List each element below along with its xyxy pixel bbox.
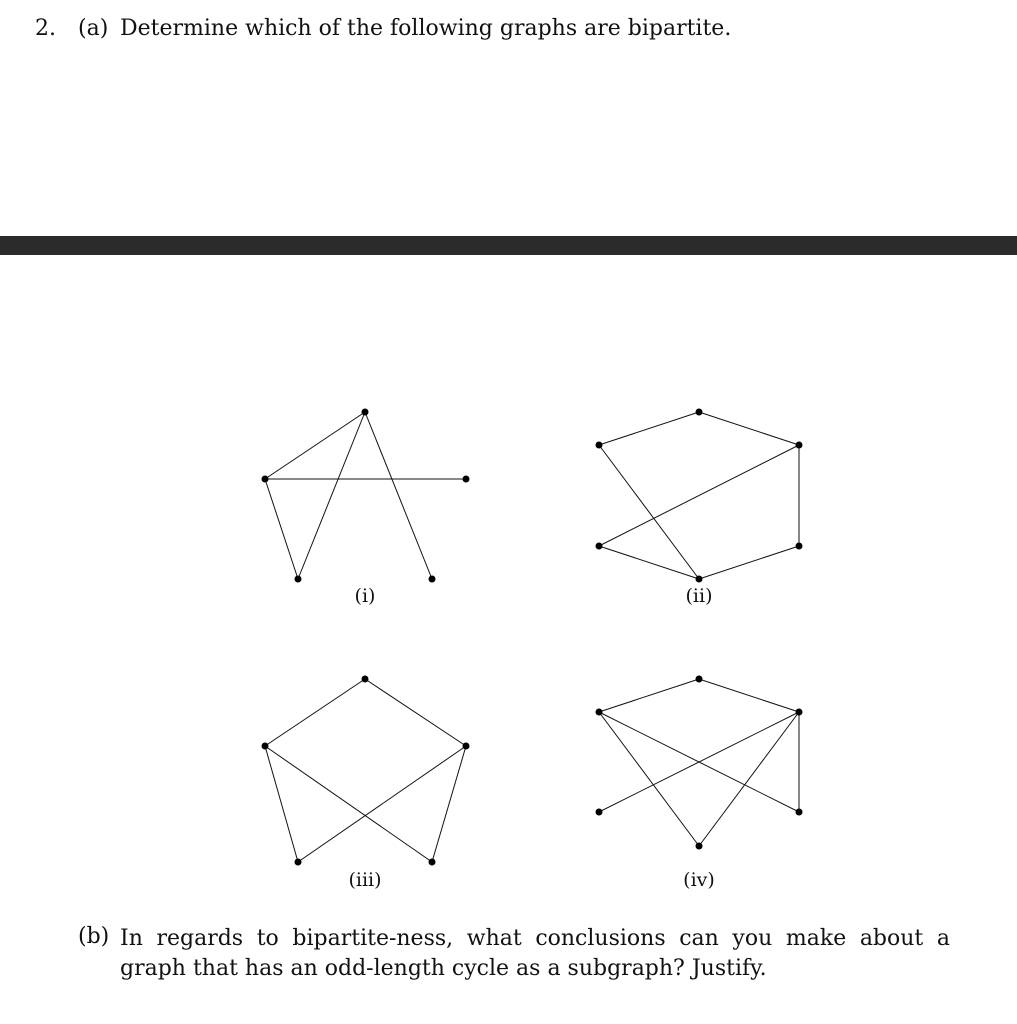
question-number: 2.: [35, 16, 56, 41]
vertex: [696, 676, 703, 683]
vertex: [596, 543, 603, 550]
edge: [599, 445, 699, 579]
edge: [599, 412, 699, 445]
part-b-tag: (b): [78, 924, 110, 949]
graph-label-iii: (iii): [348, 869, 382, 891]
vertex: [429, 859, 436, 866]
edge: [699, 546, 799, 579]
vertex: [696, 843, 703, 850]
vertex: [295, 576, 302, 583]
edge: [265, 746, 298, 862]
edge: [298, 746, 466, 862]
vertex: [262, 743, 269, 750]
vertex: [796, 543, 803, 550]
edge: [599, 546, 699, 579]
vertex: [463, 476, 470, 483]
vertex: [696, 576, 703, 583]
edge: [265, 679, 365, 746]
edge: [699, 712, 799, 846]
graph-iv: [596, 676, 803, 892]
edge: [599, 679, 699, 712]
graph-label-i: (i): [354, 585, 376, 607]
vertex: [796, 442, 803, 449]
part-a-tag: (a): [78, 16, 109, 41]
vertex: [796, 709, 803, 716]
graph-label-ii: (ii): [685, 585, 713, 607]
edge: [265, 746, 432, 862]
graph-i: [262, 409, 470, 608]
vertex: [596, 442, 603, 449]
part-b-text: In regards to bipartite-ness, what conclusions can you make about a graph that has an odd-length cycle as a subgraph? Justify.: [120, 926, 950, 981]
graph-ii: [596, 409, 803, 608]
edge: [298, 412, 365, 579]
vertex: [596, 709, 603, 716]
edge: [432, 746, 466, 862]
graph-iii: [262, 676, 470, 892]
edge: [365, 412, 432, 579]
edge: [699, 412, 799, 445]
vertex: [696, 409, 703, 416]
vertex: [596, 809, 603, 816]
edge: [365, 679, 466, 746]
vertex: [295, 859, 302, 866]
graph-label-iv: (iv): [683, 869, 715, 891]
vertex: [463, 743, 470, 750]
edge: [265, 412, 365, 479]
vertex: [429, 576, 436, 583]
edge: [265, 479, 298, 579]
vertex: [262, 476, 269, 483]
edge: [599, 712, 699, 846]
edge: [699, 679, 799, 712]
edge: [599, 445, 799, 546]
part-a-text: Determine which of the following graphs are bipartite.: [120, 16, 732, 41]
vertex: [362, 409, 369, 416]
vertex: [362, 676, 369, 683]
vertex: [796, 809, 803, 816]
